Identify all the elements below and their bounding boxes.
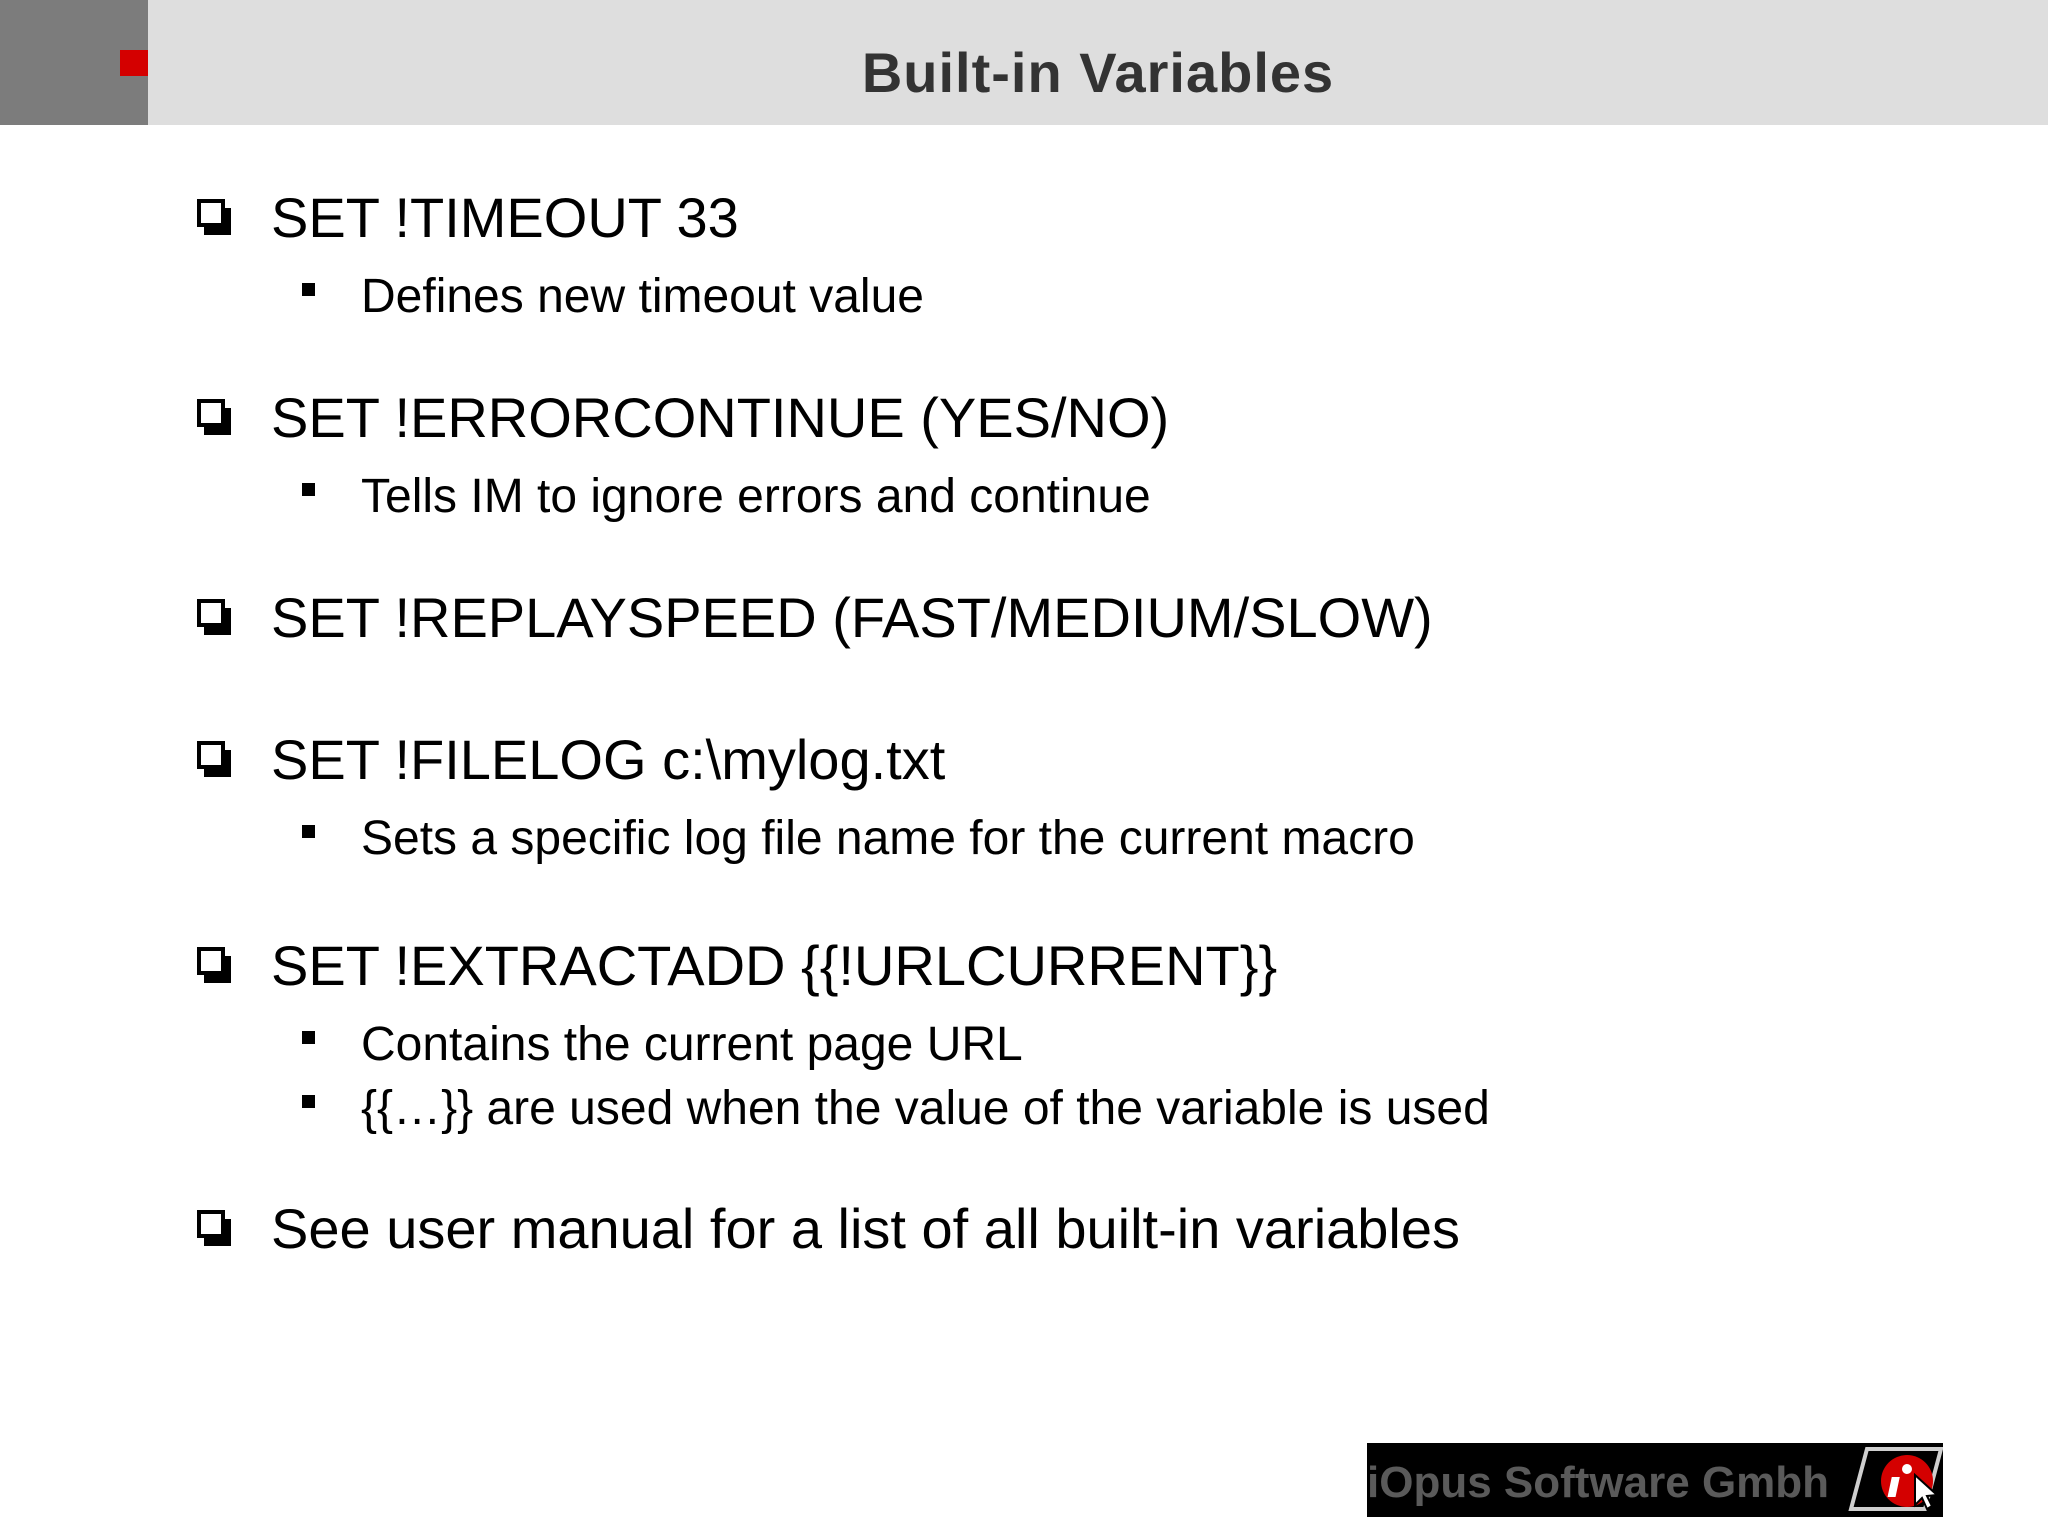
sub-bullet-text: Tells IM to ignore errors and continue bbox=[361, 470, 1151, 523]
sub-bullet-text: Contains the current page URL bbox=[361, 1018, 1023, 1071]
bullet-item-text: SET !REPLAYSPEED (FAST/MEDIUM/SLOW) bbox=[271, 586, 1433, 649]
checkbox-bullet-icon bbox=[197, 1210, 232, 1246]
checkbox-bullet-icon bbox=[197, 199, 232, 235]
company-logo bbox=[1367, 1443, 1943, 1517]
sub-bullet-text: Sets a specific log file name for the current macro bbox=[361, 812, 1415, 865]
checkbox-bullet-icon bbox=[197, 599, 232, 635]
bullet-item-text: SET !ERRORCONTINUE (YES/NO) bbox=[271, 386, 1170, 449]
checkbox-bullet-icon bbox=[197, 741, 232, 777]
square-bullet-icon bbox=[302, 1095, 315, 1108]
bullet-item-text: SET !TIMEOUT 33 bbox=[271, 186, 739, 249]
checkbox-bullet-icon bbox=[197, 947, 232, 983]
iopus-logo-icon bbox=[1837, 1443, 1943, 1517]
slide-title: Built-in Variables bbox=[861, 41, 1335, 104]
sub-bullet-text: Defines new timeout value bbox=[361, 270, 924, 323]
checkbox-bullet-icon bbox=[197, 399, 232, 435]
bullet-item-text: SET !FILELOG c:\mylog.txt bbox=[271, 728, 946, 791]
logo-text: iOpus Software Gmbh bbox=[1367, 1458, 1830, 1507]
square-bullet-icon bbox=[302, 283, 315, 296]
square-bullet-icon bbox=[302, 825, 315, 838]
sub-bullet-text: {{…}} are used when the value of the variable is used bbox=[361, 1082, 1490, 1135]
square-bullet-icon bbox=[302, 1031, 315, 1044]
bullet-item-text: See user manual for a list of all built-in variables bbox=[271, 1197, 1461, 1260]
bullet-item-text: SET !EXTRACTADD {{!URLCURRENT}} bbox=[271, 934, 1278, 997]
square-bullet-icon bbox=[302, 483, 315, 496]
